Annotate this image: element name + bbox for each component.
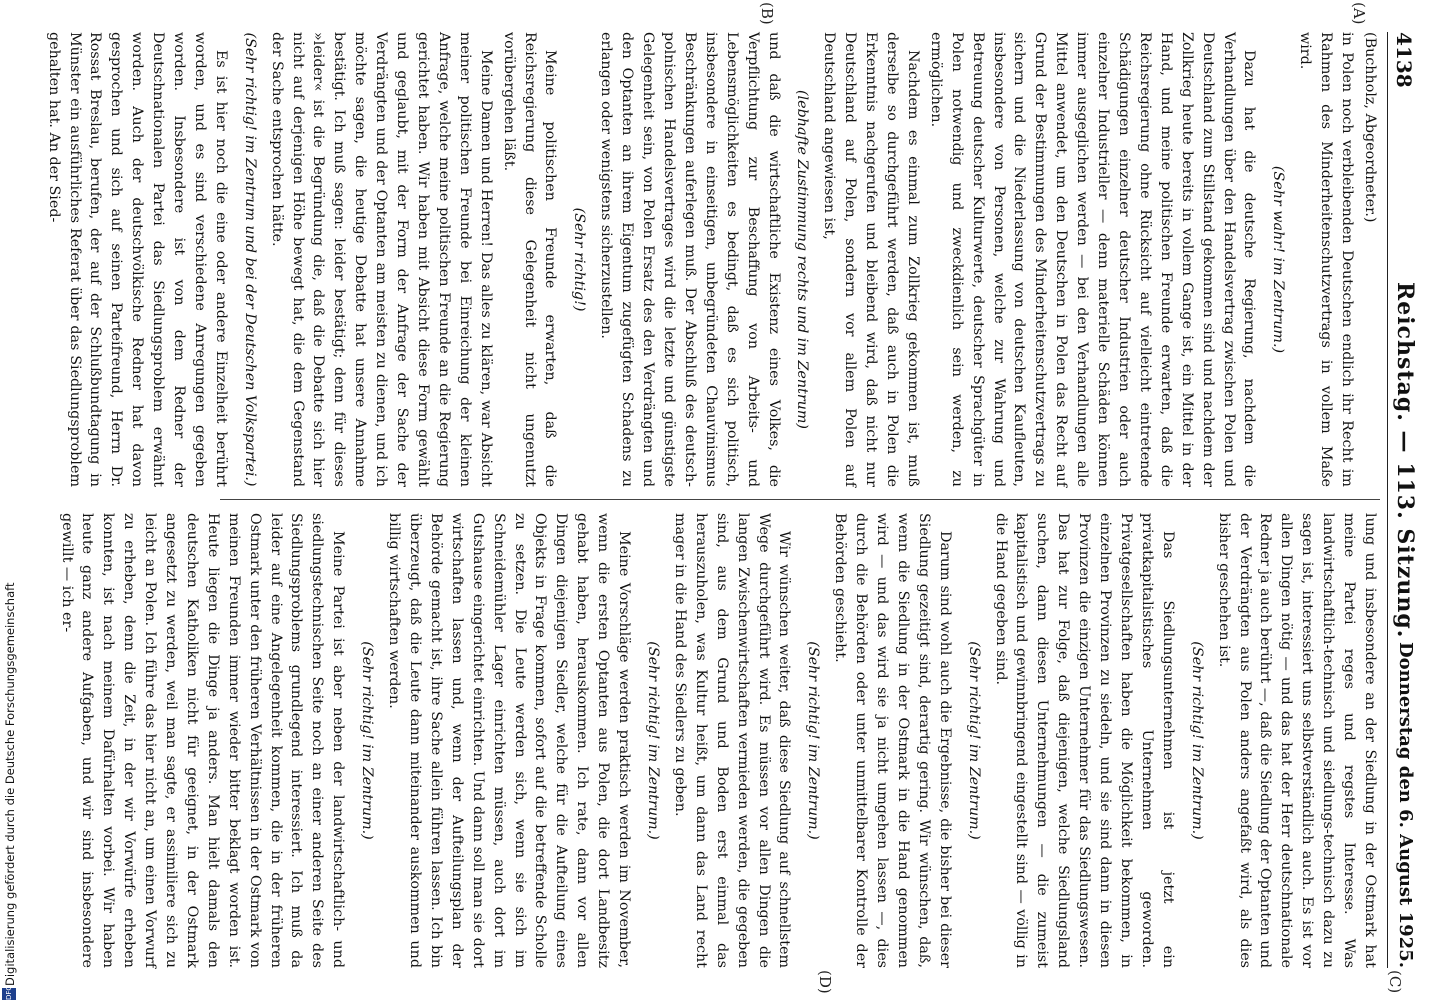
margin-mark-a: (A) xyxy=(1350,2,1368,25)
margin-mark-c: (C) xyxy=(1386,970,1404,994)
paragraph: Meine politischen Freunde erwarten, daß die Reichsregierung diese Gelegenheit nicht ungenutzt vorübergehen läßt. xyxy=(500,32,559,487)
footer-text: Digitalisierung gefördert durch die Deutsche Forschungsgemeinschaft xyxy=(3,582,17,986)
interjection: (Sehr richtig!) xyxy=(571,207,588,312)
interjection: (Sehr richtig! im Zentrum.) xyxy=(805,641,822,840)
paragraph: Wir wünschen weiter, daß diese Siedlung auf schnellstem Wege durchgeführt wird. Es müssen vor allen Dingen die langen Zwischenwirtschaften vermieden werden, die gegeben sind, aus dem Grund und Boden erst einmal das herauszuholen, was Kultur heißt, um dann das Land recht mager in die Hand des Siedlers zu geben. xyxy=(671,513,793,968)
dfg-logo-icon: DFG xyxy=(2,988,16,1000)
interjection: (lebhafte Zustimmung rechts und im Zentrum) xyxy=(794,89,811,429)
document-page xyxy=(45,0,1434,1000)
paragraph: Es ist hier noch die eine oder andere Einzelheit berührt worden, und es sind verschiedene Anregungen gegeben worden. Insbesondere ist von dem Redner der Deutschnationalen Partei das Siedlungsproblem erwähnt worden. Auch der deutschvölkische Redner hat davon gesprochen und sich auf seinen Parteifreund, Herrn Dr. Rossat Breslau, berufen, der auf der Schlußbundtagung in Münster ein ausführliches Referat über das Siedlungsproblem gehalten hat. An der Sied- xyxy=(45,32,229,487)
paragraph: Dazu hat die deutsche Regierung, nachdem die Verhandlungen über den Handelsvertrag zwischen Polen und Deutschland zum Stillstand gekommen sind und nachdem der Zollkrieg heute bereits in vollem Gange ist, ein Mittel in der Hand, und meine politischen Freunde erwarten, daß die Reichsregierung ohne Rücksicht auf vielleicht eintretende Schädigungen einzelner deutscher Industrien oder auch einzelner Industrieller — denn materielle Schäden können immer ausgeglichen werden — bei den Verhandlungen alle Mittel anwendet, um den Deutschen in Polen das Recht auf Grund der Bestimmungen des Minderheitenschutzvertrags zu sichern und die Niederlassung von deutschen Kaufleuten, insbesondere von Personen, welche zur Wahrung und Betreuung deutscher Kulturwerte, deutscher Sprachgüter in Polen notwendig und zweckdienlich sein werden, zu ermöglichen. xyxy=(927,32,1258,487)
left-column xyxy=(45,32,1380,487)
page-number: 4138 xyxy=(1392,32,1416,88)
paragraph: Meine Partei ist aber neben der landwirtschaftlich- und siedlungstechnischen Seite noch an einer anderen Seite des Siedlungsproblems grundlegend interessiert. Ich muß da leider auf eine Angelegenheit kommen, die in der früheren Ostmark unter den früheren Verhältnissen in der Ostmark von meinen Freunden immer wieder bitter beklagt worden ist. Heute liegen die Dinge ja anders. Man hielt damals den deutschen Katholiken nicht für geeignet, in der Ostmark angesetzt zu werden, weil man sagte, er assimiliere sich zu leicht an Polen. Ich führe das hier nicht an, um einen Vorwurf zu erheben, denn die Zeit, in der wir Vorwürfe erheben konnten, ist nach meinem Dafürhalten vorbei. Wir haben heute ganz andere Aufgaben, und wir sind insbesondere gewillt — ich er- xyxy=(58,513,347,968)
paragraph: in Polen noch verbleibenden Deutschen endlich ihr Recht im Rahmen des Minderheitenschutzvertrags in vollem Maße wird. xyxy=(1297,32,1356,487)
column-divider xyxy=(220,499,1380,500)
interjection: (Sehr wahr! im Zentrum.) xyxy=(1270,165,1287,354)
speaker-line: (Buchholz, Abgeordneter.) xyxy=(1362,32,1378,223)
right-column xyxy=(58,513,1380,968)
paragraph: Meine Vorschläge werden praktisch werden im November, wenn die ersten Optanten aus Polen, die dort Landbesitz gehabt haben, herauskommen. Ich rate, dann vor allen Dingen diejenigen Siedler, welche für die Aufteilung eines Objekts in Frage kommen, sofort auf die betreffende Scholle zu setzen. Die Leute werden sich, wenn sie sich im Schneidemühler Lager einrichten müssen, auch dort im Gutshause eingerichtet einrichten. Und dann soll man sie dort wirtschaften lassen und, wenn der Aufteilungsplan der Behörde gemacht ist, ihre Sache allein führen lassen. Ich bin überzeugt, daß die Leute dann miteinander auskommen und billig wirtschaften werden. xyxy=(386,513,633,968)
paragraph: Das Siedlungsunternehmen ist jetzt ein privatkapitalistisches Unternehmen geworden. Privatgesellschaften haben die Möglichkeit bekommen, in einzelnen Provinzen zu siedeln, und sie sind dann in diesen Provinzen die einzigen Unternehmer für das Siedlungswesen. Das hat zur Folge, daß diejenigen, welche Siedlungsland suchen, dann diesen Unternehmungen — die zumeist kapitalistisch und gewinnbringend eingestellt sind — völlig in die Hand gegeben sind. xyxy=(992,513,1176,968)
paragraph: Darum sind wohl auch die Ergebnisse, die bisher bei dieser Siedlung gezeitigt sind, derartig gering. Wir wünschen, daß, wenn die Siedlung in der Ostmark in die Hand genommen wird — und das wird sie ja nicht umgehen lassen —, dies durch die Behörden oder unter unmittelbarer Kontrolle der Behörden geschieht. xyxy=(832,513,953,968)
digitization-footer xyxy=(0,0,22,1000)
margin-mark-d: (D) xyxy=(816,970,834,994)
paragraph: lung und insbesondere an der Siedlung in der Ostmark hat meine Partei reges und regstes Interesse. Was landwirtschaftlich-technisch und siedlungs-technisch dazu zu sagen ist, interessiert uns selbstverständlich auch. Es ist vor allen Dingen nötig — und das hat der Herr deutschnationale Redner ja auch berührt —, daß die Siedlung der Optanten und der Verdrängten aus Polen anders angefaßt wird, als dies bisher geschehen ist. xyxy=(1215,513,1378,968)
interjection: (Sehr richtig! im Zentrum und bei der Deutschen Volkspartei.) xyxy=(241,32,258,487)
session-date: Donnerstag den 6. August 1925. xyxy=(1395,642,1416,968)
interjection: (Sehr richtig! im Zentrum.) xyxy=(1188,641,1205,840)
margin-mark-b: (B) xyxy=(758,2,776,25)
paragraph: Nachdem es einmal zum Zollkrieg gekommen ist, muß derselbe so durchgeführt werden, daß auch in Polen die Erkenntnis nachgerufen und bleibend wird, daß nicht nur Deutschland auf Polen, sondern vor allem Polen auf Deutschland angewiesen ist, xyxy=(821,32,921,487)
interjection: (Sehr richtig! im Zentrum.) xyxy=(359,641,376,840)
page-header xyxy=(1387,32,1422,968)
paragraph: Meine Damen und Herren! Das alles zu klären, war Absicht meiner politischen Freunde bei Einreichung der kleinen Anfrage, welche meine politischen Freunde an die Regierung gerichtet haben. Wir haben mit Absicht diese Form gewählt und geglaubt, mit der Form der Anfrage der Sache der Verdrängten und der Optanten am meisten zu dienen, und ich möchte sagen, die heutige Debatte hat unsere Annahme bestätigt. Ich muß sagen: leider bestätigt; denn für dieses »leider« ist die Begründung die, daß die Debatte sich hier nicht auf derjenigen Höhe bewegt hat, die dem Gegenstand der Sache entsprochen hätte. xyxy=(268,32,494,487)
paragraph: und daß die wirtschaftliche Existenz eines Volkes, die Verpflichtung zur Beschaffung von Arbeits- und Lebensmöglichkeiten es bedingt, daß es sich politisch, insbesondere in einseitigen, unbegründeten Chauvinismus Beschränkungen auferlegen muß. Der Abschluß des deutsch-polnischen Handelsvertrages wird die letzte und günstigste Gelegenheit sein, von Polen Ersatz des den Verdrängten und den Optanten an ihrem Eigentum zugefügten Schadens zu erlangen oder wenigstens sicherzustellen. xyxy=(598,32,782,487)
page-title: Reichstag. — 113. Sitzung. xyxy=(1392,282,1418,639)
interjection: (Sehr richtig! im Zentrum.) xyxy=(645,641,661,840)
interjection: (Sehr richtig! im Zentrum.) xyxy=(965,641,982,840)
